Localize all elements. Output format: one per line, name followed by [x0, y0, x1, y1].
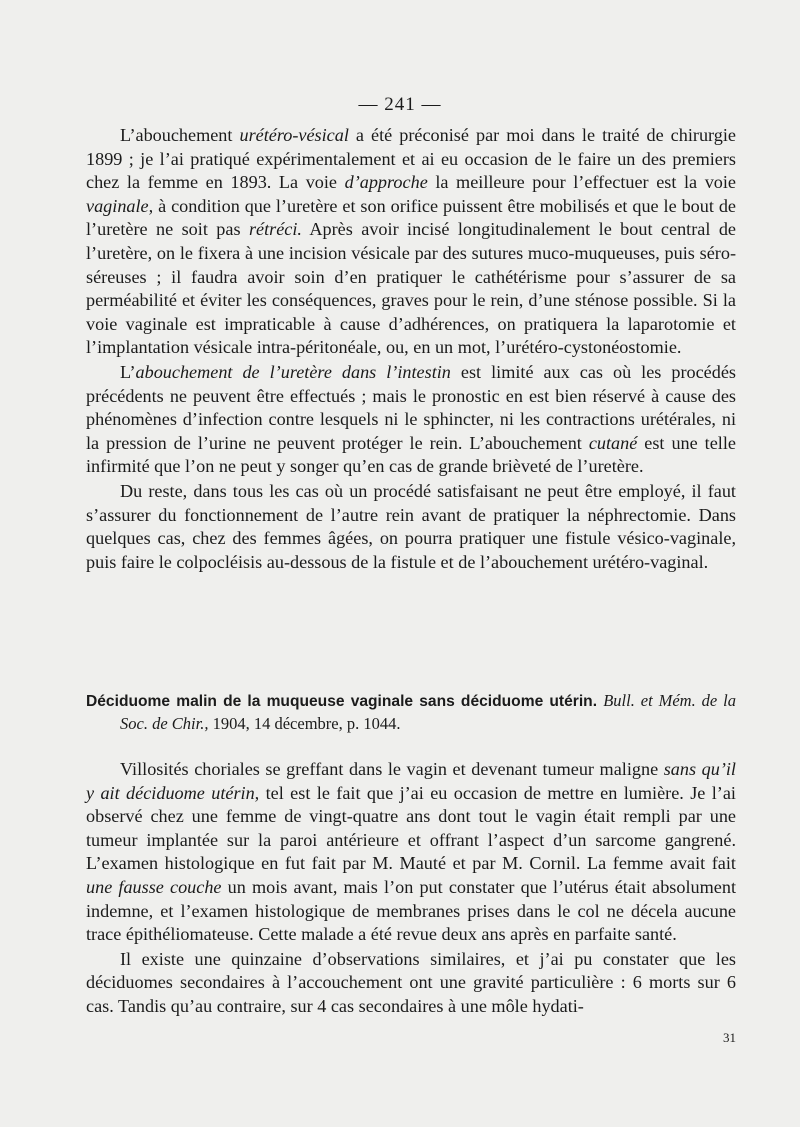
paragraph: Du reste, dans tous les cas où un procédé satisfaisant ne peut être employé, il faut s’assurer du fonctionnement de l’autre rein avant de pratiquer la néphrectomie. Dans quelques cas, chez des femmes âgées, on pourra pratiquer une fistule vésico-vaginale, puis faire le colpocléisis au-dessous de la fistule et de l’abouchement urétéro-vaginal.: [86, 480, 736, 572]
italic-term: une fausse couche: [86, 876, 222, 897]
article-body: [86, 758, 736, 1019]
text-run: Après avoir incisé longitudinalement le bout central de l’uretère, on le fixera à une incision vésicale par des sutures muco-muqueuses, puis séro-séreuses ; il faudra avoir soin d’en pratiquer le cathétérisme pour s’assurer de sa perméabilité et éviter les conséquences, graves pour le rein, d’une sténose possible. Si la voie vaginale est impraticable à cause d’adhérences, on pratiquera la laparotomie et l’implantation vésicale intra-péritonéale, ou, en un mot, l’urétéro-cystonéostomie.: [86, 219, 736, 358]
text-run: est une telle infirmité que l’on ne peut y songer qu’en cas de grande brièveté de l’uretère.: [86, 432, 736, 477]
section-text: [86, 124, 736, 574]
reference-details: 1904, 14 décembre, p. 1044.: [208, 714, 401, 733]
paragraph: [86, 124, 736, 360]
text-run: Villosités choriales se greffant dans le vagin et devenant tumeur maligne: [120, 759, 664, 779]
text-run: a été préconisé par moi dans le traité de chirurgie 1899 ; je l’ai pratiqué expérimentalement et ai eu occasion de le faire un des premiers chez la femme en 1893. La voie: [86, 125, 736, 193]
page-number: — 241 —: [358, 94, 442, 115]
italic-term: d’approche: [344, 172, 428, 193]
article-title-text: Déciduome malin de la muqueuse vaginale sans déciduome utérin.: [86, 693, 598, 710]
text-run: la meilleure pour l’effectuer est la voie: [427, 172, 737, 193]
text-run: un mois avant, mais l’on put constater que l’utérus était absolument indemne, et l’examen histologique de membranes prises dans le col ne décela aucune trace épithéliomateuse. Cette malade a été revue deux ans après en parfaite santé.: [86, 876, 736, 945]
article: [86, 690, 736, 1019]
signature-mark: 31: [723, 1030, 736, 1045]
text-run: tel est le fait que j’ai eu occasion de mettre en lumière. Je l’ai observé chez une femme de vingt-quatre ans dont tout le vagin était rempli par une tumeur implantée sur la paroi antérieure et offrant l’aspect d’un sarcome gangrené. L’examen histologique en fut fait par M. Mauté et par M. Cornil. La femme avait fait: [86, 782, 736, 874]
text-run: est limité aux cas où les procédés précédents ne peuvent être effectués ; mais le pronostic en est bien réservé à cause des phénomènes d’infection contre lesquels ni le sphincter, ni les contractions urétérales, ni la pression de l’urine ne peuvent protéger le rein. L’abouchement: [86, 361, 736, 453]
text-run: à condition que l’uretère et son orifice puissent être mobilisés et que le bout de l’uretère ne soit pas: [86, 195, 736, 240]
italic-term: rétréci.: [248, 219, 302, 240]
italic-term: cutané: [588, 432, 638, 453]
italic-term: abouchement de l’uretère dans l’intestin: [135, 361, 451, 382]
italic-term: sans qu’il y ait déciduome utérin,: [86, 759, 736, 803]
paragraph: Il existe une quinzaine d’observations similaires, et j’ai pu constater que les déciduomes secondaires à l’accouchement ont une gravité particulière : 6 morts sur 6 cas. Tandis qu’au contraire, sur 4 cas secondaires à une môle hydati-: [86, 948, 736, 1016]
paragraph: [86, 758, 736, 947]
italic-term: vaginale,: [86, 195, 154, 216]
article-title: [86, 690, 736, 736]
paragraph: [86, 361, 736, 479]
italic-term: urétéro-vésical: [239, 125, 349, 145]
journal-name: Bull. et Mém. de la Soc. de Chir.,: [120, 691, 736, 733]
text-run: L’: [120, 361, 136, 382]
text-run: L’abouchement: [120, 125, 240, 145]
